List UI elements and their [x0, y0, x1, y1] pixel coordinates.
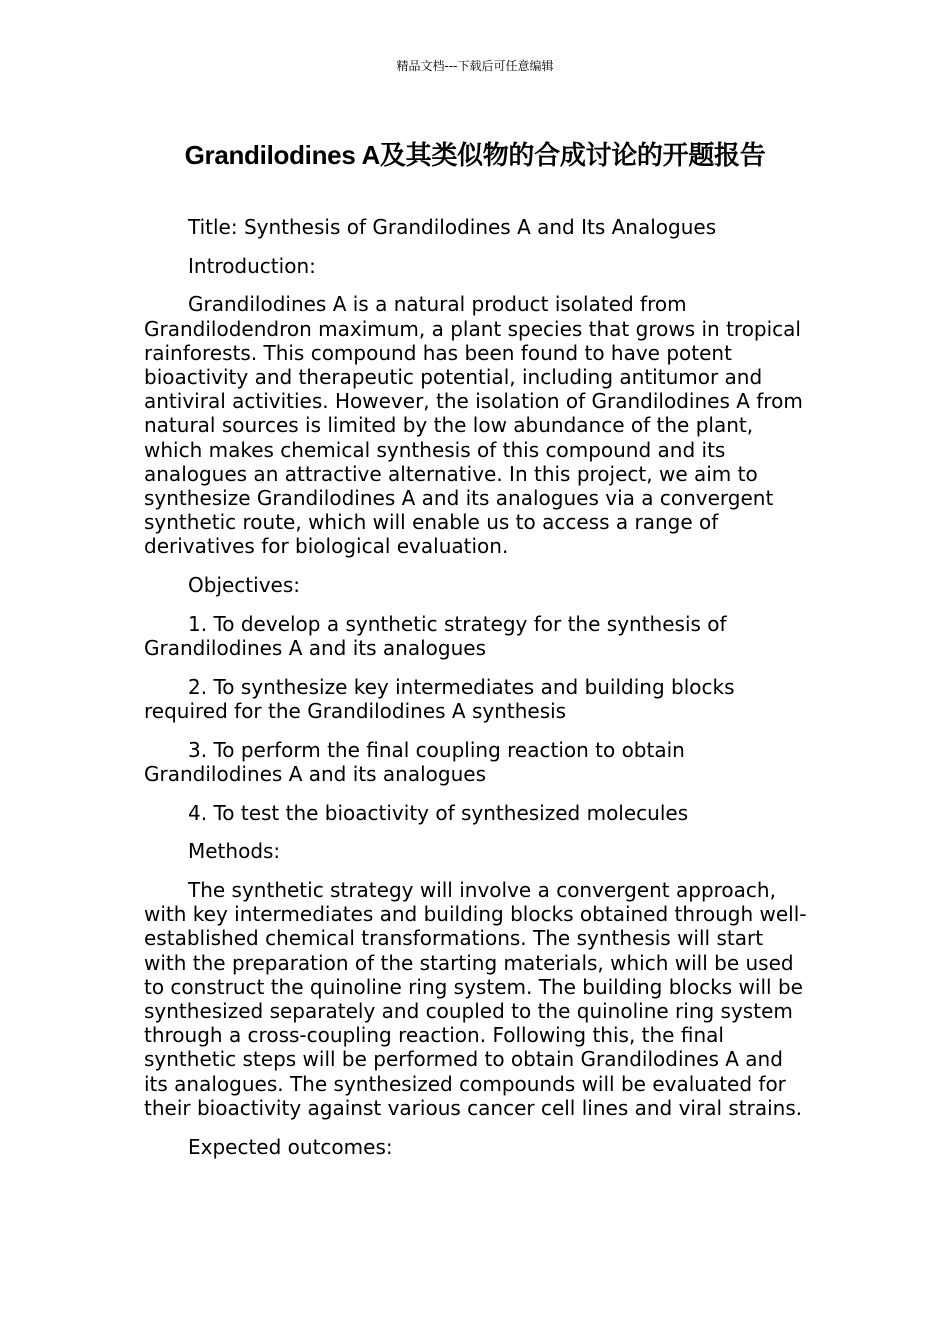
- objective-item-3: 3. To perform the final coupling reaction to obtain Grandilodines A and its analogues: [144, 737, 685, 786]
- heading-expected-outcomes: Expected outcomes:: [188, 1134, 393, 1159]
- heading-introduction: Introduction:: [188, 253, 316, 278]
- heading-objectives: Objectives:: [188, 573, 300, 598]
- paragraph-introduction: Grandilodines A is a natural product isolated from Grandilodendron maximum, a plant species that grows in tropical rainforests. This compound has been found to have potent bioactivity and therapeutic potential, including antitumor and antiviral activities. However, the isolation of Grandilodines A from natural sources is limited by the low abundance of the plant, which makes chemical synthesis of this compound and its analogues an attractive alternative. In this project, we aim to synthesize Grandilodines A and its analogues via a convergent synthetic route, which will enable us to access a range of derivatives for biological evaluation.: [144, 292, 803, 559]
- objective-item-2: 2. To synthesize key intermediates and building blocks required for the Grandilodines A synthesis: [144, 674, 735, 723]
- objective-item-4: 4. To test the bioactivity of synthesized molecules: [188, 800, 689, 825]
- paragraph-title-line: Title: Synthesis of Grandilodines A and Its Analogues: [188, 215, 717, 239]
- header-note: 精品文档---下载后可任意编辑: [396, 59, 554, 73]
- objective-item-1: 1. To develop a synthetic strategy for the synthesis of Grandilodines A and its analogues: [144, 611, 727, 661]
- heading-methods: Methods:: [188, 839, 281, 864]
- paragraph-methods: The synthetic strategy will involve a convergent approach, with key intermediates and building blocks obtained through well-established chemical transformations. The synthesis will start with the preparation of the starting materials, which will be used to construct the quinoline ring system. The building blocks will be synthesized separately and coupled to the quinoline ring system through a cross-coupling reaction. Following this, the final synthetic steps will be performed to obtain Grandilodines A and its analogues. The synthesized compounds will be evaluated for their bioactivity against various cancer cell lines and viral strains.: [144, 877, 807, 1120]
- document-body: [144, 215, 808, 1173]
- document-title: Grandilodines A及其类似物的合成讨论的开题报告: [184, 140, 766, 170]
